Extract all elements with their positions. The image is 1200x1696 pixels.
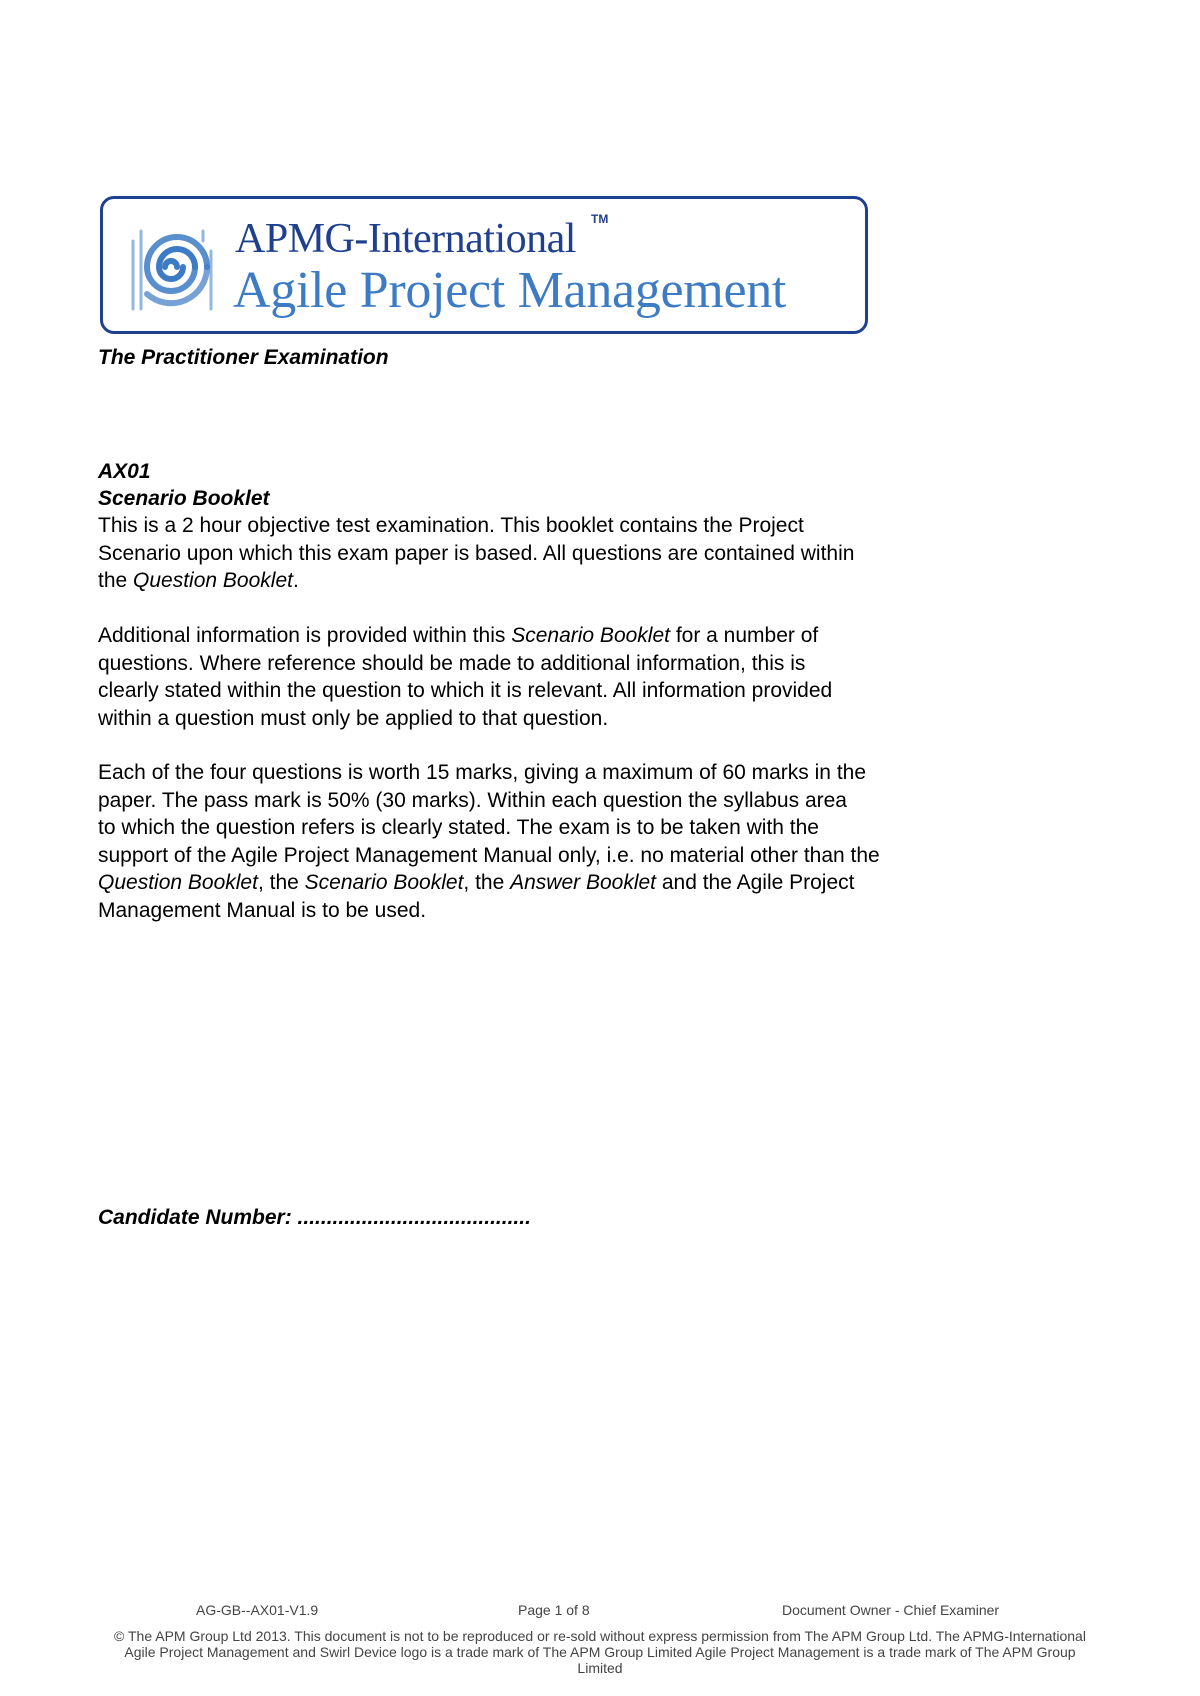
apmg-logo (100, 196, 868, 334)
paragraph-line: Each of the four questions is worth 15 marks, giving a maximum of 60 marks in the (98, 761, 867, 784)
paragraph-line: the Question Booklet. (98, 569, 299, 592)
paragraph-line: Management Manual is to be used. (98, 898, 427, 922)
additional-info-paragraph (98, 622, 832, 732)
paragraph-line: to which the question refers is clearly stated. The exam is to be taken with the (98, 816, 819, 839)
exam-code: AX01 (98, 460, 151, 483)
copyright-notice: © The APM Group Ltd 2013. This document is not to be reproduced or re-sold without express permission from The APM Group Ltd. The APMG-International Agile Project Management and Swirl Device logo is a trade mark of The APM Group Limited Agile Project Management is a trade mark of The APM Group Limited (114, 1628, 1086, 1676)
page-footer (0, 1602, 1200, 1622)
intro-paragraph (98, 512, 854, 595)
paragraph-line: This is a 2 hour objective test examination. This booklet contains the Project (98, 514, 804, 537)
logo-org-name: APMG-International (235, 216, 576, 262)
paragraph-line: within a question must only be applied to that question. (98, 706, 609, 730)
paragraph-line: clearly stated within the question to which it is relevant. All information provided (98, 679, 833, 702)
paragraph-line: paper. The pass mark is 50% (30 marks). Within each question the syllabus area (98, 788, 847, 812)
candidate-number-blank: ........................................ (297, 1206, 531, 1229)
scenario-booklet-ref: Scenario Booklet (511, 624, 670, 647)
question-booklet-ref: Question Booklet (133, 569, 293, 592)
logo-product-name: Agile Project Management (233, 262, 787, 319)
candidate-number-label: Candidate Number: (98, 1206, 298, 1229)
paragraph-line: Scenario upon which this exam paper is based. All questions are contained within (98, 541, 855, 565)
document-owner: Document Owner - Chief Examiner (782, 1602, 1000, 1618)
candidate-number-field (98, 1204, 531, 1232)
paragraph-line: Question Booklet, the Scenario Booklet, the Answer Booklet and the Agile Project (98, 871, 855, 894)
paragraph-line: questions. Where reference should be made to additional information, this is (98, 651, 806, 675)
booklet-title: Scenario Booklet (98, 487, 270, 510)
document-reference: AG-GB--AX01-V1.9 (196, 1602, 319, 1618)
paragraph-line: support of the Agile Project Management Manual only, i.e. no material other than the (98, 843, 880, 867)
logo-trademark: TM (591, 212, 609, 226)
marking-paragraph (98, 759, 880, 924)
swirl-icon (123, 221, 219, 313)
paragraph-line: Additional information is provided within this Scenario Booklet for a number of (98, 624, 819, 647)
exam-subtitle: The Practitioner Examination (98, 346, 389, 369)
page-number: Page 1 of 8 (518, 1602, 590, 1618)
